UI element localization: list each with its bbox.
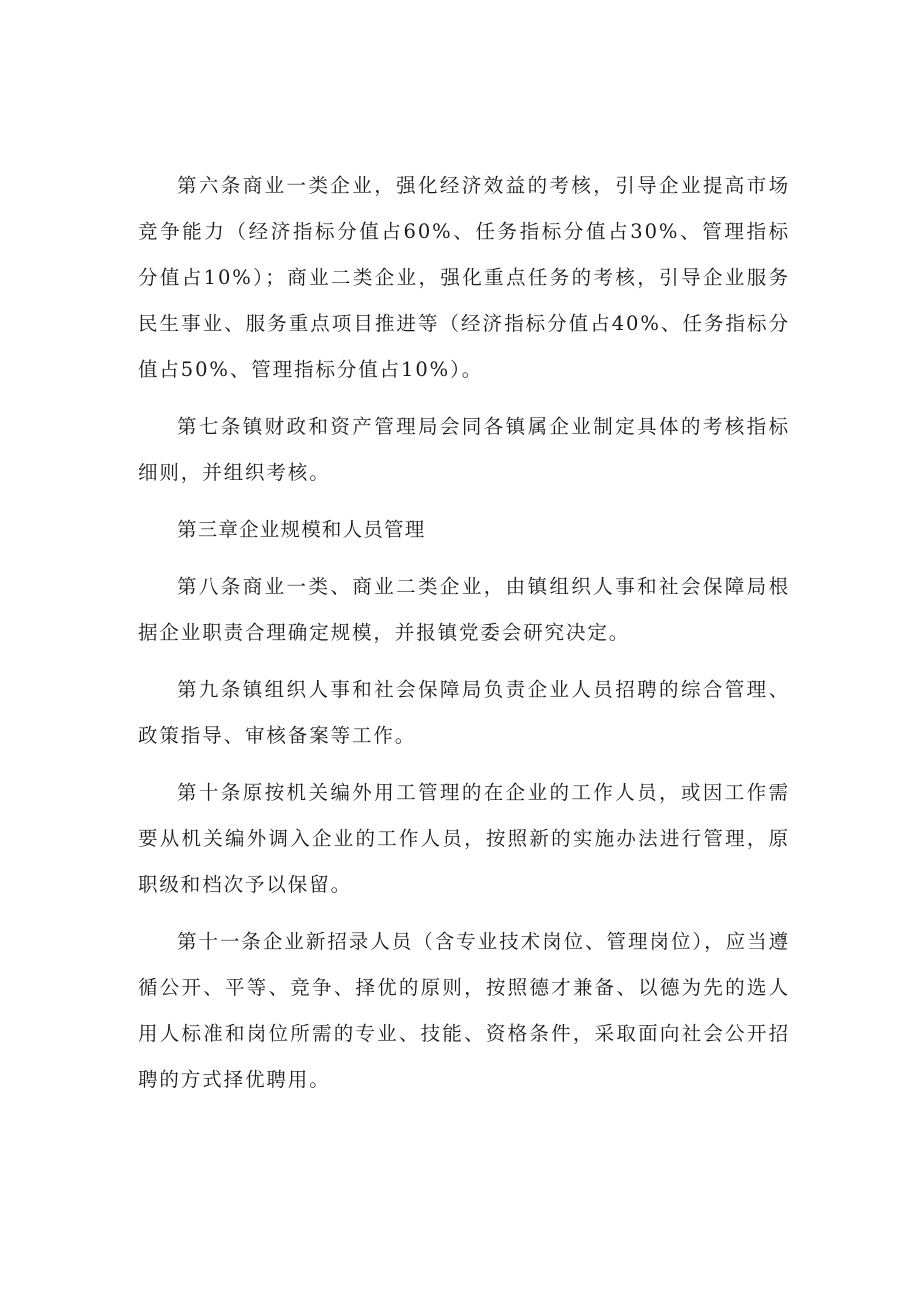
article-10-paragraph: 第十条原按机关编外用工管理的在企业的工作人员，或因工作需要从机关编外调入企业的工作人员，按照新的实施办法进行管理，原职级和档次予以保留。 bbox=[138, 781, 790, 896]
article-11-paragraph: 第十一条企业新招录人员（含专业技术岗位、管理岗位），应当遵循公开、平等、竞争、择优的原则，按照德才兼备、以德为先的选人用人标准和岗位所需的专业、技能、资格条件，采取面向社会公开招聘的方式择优聘用。 bbox=[138, 930, 790, 1091]
document-body bbox=[138, 163, 790, 1114]
article-9-paragraph: 第九条镇组织人事和社会保障局负责企业人员招聘的综合管理、政策指导、审核备案等工作。 bbox=[138, 678, 790, 747]
chapter-3-heading: 第三章企业规模和人员管理 bbox=[177, 518, 426, 541]
article-8-paragraph: 第八条商业一类、商业二类企业，由镇组织人事和社会保障局根据企业职责合理确定规模，并报镇党委会研究决定。 bbox=[138, 575, 790, 644]
article-7-paragraph: 第七条镇财政和资产管理局会同各镇属企业制定具体的考核指标细则，并组织考核。 bbox=[138, 415, 790, 484]
article-6-paragraph: 第六条商业一类企业，强化经济效益的考核，引导企业提高市场竞争能力（经济指标分值占60%、任务指标分值占30%、管理指标分值占10%）；商业二类企业，强化重点任务的考核，引导企业服务民生事业、服务重点项目推进等（经济指标分值占40%、任务指标分值占50%、管理指标分值占10%）。 bbox=[138, 174, 790, 381]
